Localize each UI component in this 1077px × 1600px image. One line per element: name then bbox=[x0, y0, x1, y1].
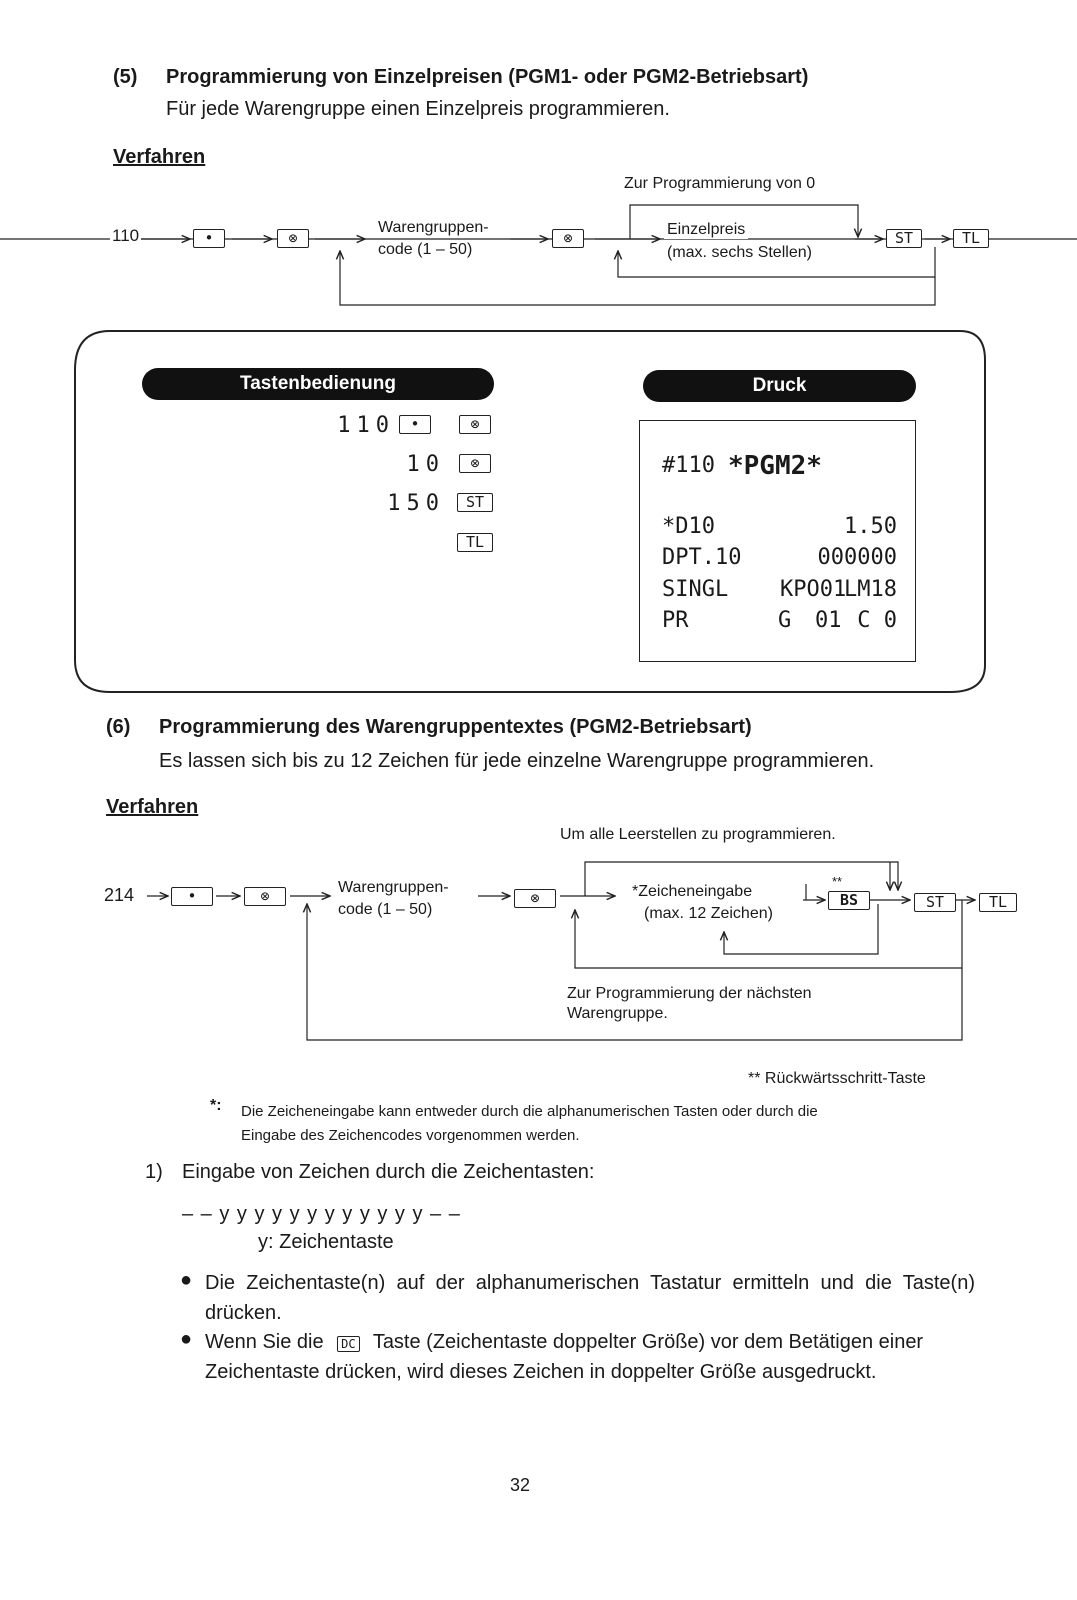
x-key: ⊗ bbox=[552, 229, 584, 248]
receipt-line5-right: C 0 bbox=[857, 608, 897, 633]
receipt-line5-left: PR bbox=[662, 608, 689, 633]
key-row-3-num: 150 bbox=[387, 491, 445, 516]
section6-title: Programmierung des Warengruppentextes (PGM2-Betriebsart) bbox=[159, 716, 752, 738]
bullet-dot: ● bbox=[180, 1269, 193, 1291]
section5-subtitle: Für jede Warengruppe einen Einzelpreis programmieren. bbox=[166, 98, 670, 120]
flow6-next-label-2: Warengruppe. bbox=[567, 1005, 668, 1022]
bullet-2-pre: Wenn Sie die bbox=[205, 1331, 324, 1353]
section6-verfahren: Verfahren bbox=[106, 796, 199, 818]
flow5-price-label-2: (max. sechs Stellen) bbox=[664, 244, 815, 262]
section6-subtitle: Es lassen sich bis zu 12 Zeichen für jede einzelne Warengruppe programmieren. bbox=[159, 750, 875, 772]
bullet-1: Die Zeichentaste(n) auf der alphanumerischen Tastatur ermitteln und die Taste(n) drücken. bbox=[205, 1272, 975, 1324]
receipt-line1-right: *PGM2* bbox=[728, 451, 822, 481]
x-key: ⊗ bbox=[244, 887, 286, 906]
receipt-line2-left: *D10 bbox=[662, 514, 715, 539]
receipt bbox=[639, 420, 916, 662]
flow5-loop-label: Zur Programmierung von 0 bbox=[624, 175, 816, 192]
key-row-2-num: 10 bbox=[406, 452, 445, 477]
flow-diagram-6 bbox=[0, 850, 1077, 1050]
st-key: ST bbox=[886, 229, 922, 248]
char-sequence: – – y y y y y y y y y y y y – – bbox=[182, 1203, 461, 1225]
item1-title: Eingabe von Zeichen durch die Zeichentasten: bbox=[182, 1161, 595, 1183]
flow6-dept-label-1: Warengruppen- bbox=[338, 879, 449, 896]
receipt-line4-mid: KPO01 bbox=[780, 577, 847, 602]
footnote-star-mark: *: bbox=[210, 1097, 222, 1114]
tl-key: TL bbox=[979, 893, 1017, 912]
st-key: ST bbox=[457, 493, 493, 512]
bullet-2-post: Taste (Zeichentaste doppelter Größe) vor dem Betätigen einer Zeichentaste drücken, wird dieses Zeichen in doppelter Größe ausgedruckt. bbox=[205, 1331, 924, 1383]
receipt-line3-right: 000000 bbox=[817, 545, 897, 570]
section6-number: (6) bbox=[106, 716, 131, 738]
tasten-title: Tastenbedienung bbox=[142, 368, 494, 400]
x-key: ⊗ bbox=[459, 454, 491, 473]
section5-number: (5) bbox=[113, 66, 138, 88]
tl-key: TL bbox=[457, 533, 493, 552]
flow6-dept-label-2: code (1 – 50) bbox=[338, 901, 433, 918]
dot-key: • bbox=[193, 229, 225, 248]
footnote-bs: ** Rückwärtsschritt-Taste bbox=[748, 1070, 926, 1087]
flow6-top-label: Um alle Leerstellen zu programmieren. bbox=[560, 826, 836, 843]
flow5-dept-label-1: Warengruppen- bbox=[375, 219, 492, 237]
receipt-line4-left: SINGL bbox=[662, 577, 729, 602]
flow6-next-label-1: Zur Programmierung der nächsten bbox=[567, 985, 812, 1002]
druck-title: Druck bbox=[643, 370, 916, 402]
y-legend: y: Zeichentaste bbox=[258, 1231, 394, 1253]
page-number: 32 bbox=[510, 1475, 531, 1495]
bs-key: BS bbox=[828, 891, 870, 910]
flow5-price-label-1: Einzelpreis bbox=[664, 221, 748, 239]
footnote-star-line1: Die Zeicheneingabe kann entweder durch die alphanumerischen Tasten oder durch die bbox=[241, 1103, 818, 1120]
flow6-start: 214 bbox=[104, 885, 135, 905]
item1-number: 1) bbox=[145, 1161, 163, 1183]
receipt-line4-right: LM18 bbox=[844, 577, 897, 602]
receipt-line2-right: 1.50 bbox=[844, 514, 897, 539]
bullet-2 bbox=[205, 1327, 975, 1387]
receipt-line3-left: DPT.10 bbox=[662, 545, 742, 570]
receipt-line5-mid2: 01 bbox=[815, 608, 842, 633]
receipt-line1-left: #110 bbox=[662, 453, 715, 478]
footnote-star-line2: Eingabe des Zeichencodes vorgenommen werden. bbox=[241, 1127, 580, 1144]
dot-key: • bbox=[399, 415, 431, 434]
flow5-start: 110 bbox=[112, 226, 140, 245]
dc-key: DC bbox=[337, 1336, 359, 1352]
dot-key: • bbox=[171, 887, 213, 906]
tl-key: TL bbox=[953, 229, 989, 248]
flow5-dept-label-2: code (1 – 50) bbox=[375, 241, 475, 259]
x-key: ⊗ bbox=[459, 415, 491, 434]
section5-verfahren: Verfahren bbox=[113, 146, 206, 168]
bs-stars: ** bbox=[832, 874, 843, 889]
x-key: ⊗ bbox=[277, 229, 309, 248]
section5-title: Programmierung von Einzelpreisen (PGM1- oder PGM2-Betriebsart) bbox=[166, 66, 809, 88]
bullet-dot: ● bbox=[180, 1328, 193, 1350]
flow6-char-label-1: *Zeicheneingabe bbox=[632, 883, 753, 900]
x-key: ⊗ bbox=[514, 889, 556, 908]
receipt-line5-mid: G bbox=[778, 608, 792, 633]
st-key: ST bbox=[914, 893, 956, 912]
flow6-char-label-2: (max. 12 Zeichen) bbox=[644, 905, 773, 922]
key-row-1-num: 110 bbox=[337, 413, 395, 438]
